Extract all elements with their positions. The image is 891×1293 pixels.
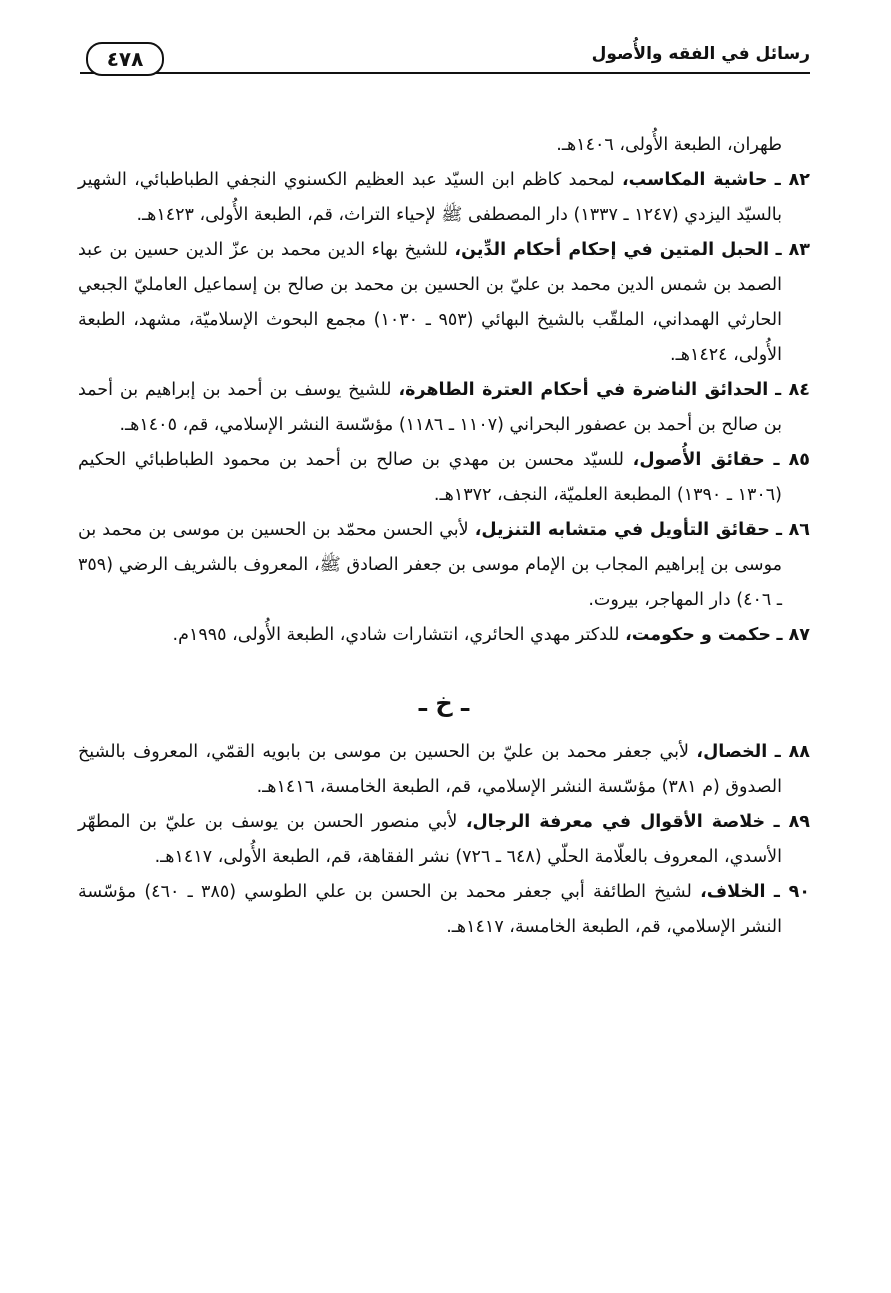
entry-title: حكمت و حكومت، — [625, 625, 771, 645]
bibliography-body — [78, 128, 810, 945]
entry-text: لشيخ الطائفة أبي جعفر محمد بن الحسن بن علي الطوسي (٣٨٥ ـ ٤٦٠) مؤسّسة النشر الإسلامي، قم، الطبعة الخامسة، ١٤١٧هـ. — [78, 882, 782, 937]
entry-title: خلاصة الأقوال في معرفة الرجال، — [465, 812, 766, 832]
entry-number: ٩٠ ـ — [773, 882, 810, 902]
page-header — [80, 40, 810, 76]
entry-title: حقائق التأويل في متشابه التنزيل، — [474, 520, 770, 540]
entry-number: ٨٤ ـ — [775, 380, 810, 400]
entries-group-kha — [78, 735, 810, 945]
entry-number: ٨٥ ـ — [773, 450, 810, 470]
entry-number: ٨٧ ـ — [776, 625, 810, 645]
entry-number: ٨٢ ـ — [774, 170, 810, 190]
bibliography-entry — [78, 805, 810, 875]
bibliography-entry — [78, 233, 810, 373]
entry-wrap — [78, 163, 810, 233]
entry-wrap — [78, 875, 810, 945]
entry-title: الحبل المتين في إحكام أحكام الدِّين، — [454, 240, 770, 260]
entry-title: الخلاف، — [700, 882, 766, 902]
entry-number: ٨٦ ـ — [776, 520, 810, 540]
entry-text: لأبي الحسن محمّد بن الحسين بن موسى بن محمد بن موسى بن إبراهيم المجاب بن الإمام موسى بن جعفر الصادق ﷺ، المعروف بالشريف الرضي (٣٥٩ ـ ٤٠٦) دار المهاجر، بيروت. — [78, 520, 782, 610]
entry-wrap — [78, 735, 810, 805]
entry-wrap — [78, 443, 810, 513]
entry-text: للدكتر مهدي الحائري، انتشارات شادي، الطبعة الأُولى، ١٩٩٥م. — [172, 625, 620, 645]
entry-text: لمحمد كاظم ابن السيّد عبد العظيم الكسنوي النجفي الطباطبائي، الشهير بالسيّد اليزدي (١٢٤٧ ـ ١٣٣٧) دار المصطفى ﷺ لإحياء التراث، قم، الطبعة الأُولى، ١٤٢٣هـ. — [78, 170, 782, 225]
entry-title: حقائق الأُصول، — [632, 450, 765, 470]
entry-text: لأبي منصور الحسن بن يوسف بن عليّ بن المطهّر الأسدي، المعروف بالعلّامة الحلّي (٦٤٨ ـ ٧٢٦) نشر الفقاهة، قم، الطبعة الأُولى، ١٤١٧هـ. — [78, 812, 782, 867]
running-title: رسائل في الفقه والأُصول — [591, 44, 810, 64]
entry-wrap — [78, 618, 810, 653]
entry-text: للسيّد محسن بن مهدي بن صالح بن أحمد بن محمود الطباطبائي الحكيم (١٣٠٦ ـ ١٣٩٠) المطبعة العلميّة، النجف، ١٣٧٢هـ. — [78, 450, 782, 505]
entry-text: للشيخ بهاء الدين محمد بن عزّ الدين حسين بن عبد الصمد بن شمس الدين محمد بن عليّ بن الحسين بن محمد بن صالح بن إسماعيل العامليّ الجبعي الحارثي الهمداني، الملقّب بالشيخ البهائي (٩٥٣ ـ ١٠٣٠) مجمع البحوث الإسلاميّة، مشهد، الطبعة الأُولى، ١٤٢٤هـ. — [78, 240, 782, 365]
bibliography-entry — [78, 875, 810, 945]
entry-wrap — [78, 805, 810, 875]
continuation-line: طهران، الطبعة الأُولى، ١٤٠٦هـ. — [556, 135, 782, 155]
bibliography-entry — [78, 618, 810, 653]
page-number: ٤٧٨ — [86, 42, 164, 76]
entry-wrap — [78, 373, 810, 443]
entry-text: للشيخ يوسف بن أحمد بن إبراهيم بن أحمد بن صالح بن أحمد بن عصفور البحراني (١١٠٧ ـ ١١٨٦) مؤسّسة النشر الإسلامي، قم، ١٤٠٥هـ. — [78, 380, 782, 435]
entries-group-ha — [78, 163, 810, 653]
entry-title: حاشية المكاسب، — [622, 170, 768, 190]
bibliography-entry — [78, 163, 810, 233]
bibliography-entry — [78, 513, 810, 618]
entry-number: ٨٩ ـ — [773, 812, 810, 832]
bibliography-entry — [78, 373, 810, 443]
section-heading-kha: ـ خ ـ — [418, 689, 470, 717]
entry-wrap — [78, 233, 810, 373]
entry-wrap — [78, 513, 810, 618]
entry-number: ٨٣ ـ — [775, 240, 810, 260]
bibliography-entry — [78, 735, 810, 805]
header-rule — [80, 72, 810, 74]
bibliography-entry — [78, 443, 810, 513]
entry-text: لأبي جعفر محمد بن عليّ بن الحسين بن موسى بن بابويه القمّي، المعروف بالشيخ الصدوق (م ٣٨١) مؤسّسة النشر الإسلامي، قم، الطبعة الخامسة، ١٤١٦هـ. — [78, 742, 782, 797]
entry-title: الخصال، — [696, 742, 768, 762]
entry-number: ٨٨ ـ — [774, 742, 810, 762]
entry-title: الحدائق الناضرة في أحكام العترة الطاهرة، — [398, 380, 769, 400]
